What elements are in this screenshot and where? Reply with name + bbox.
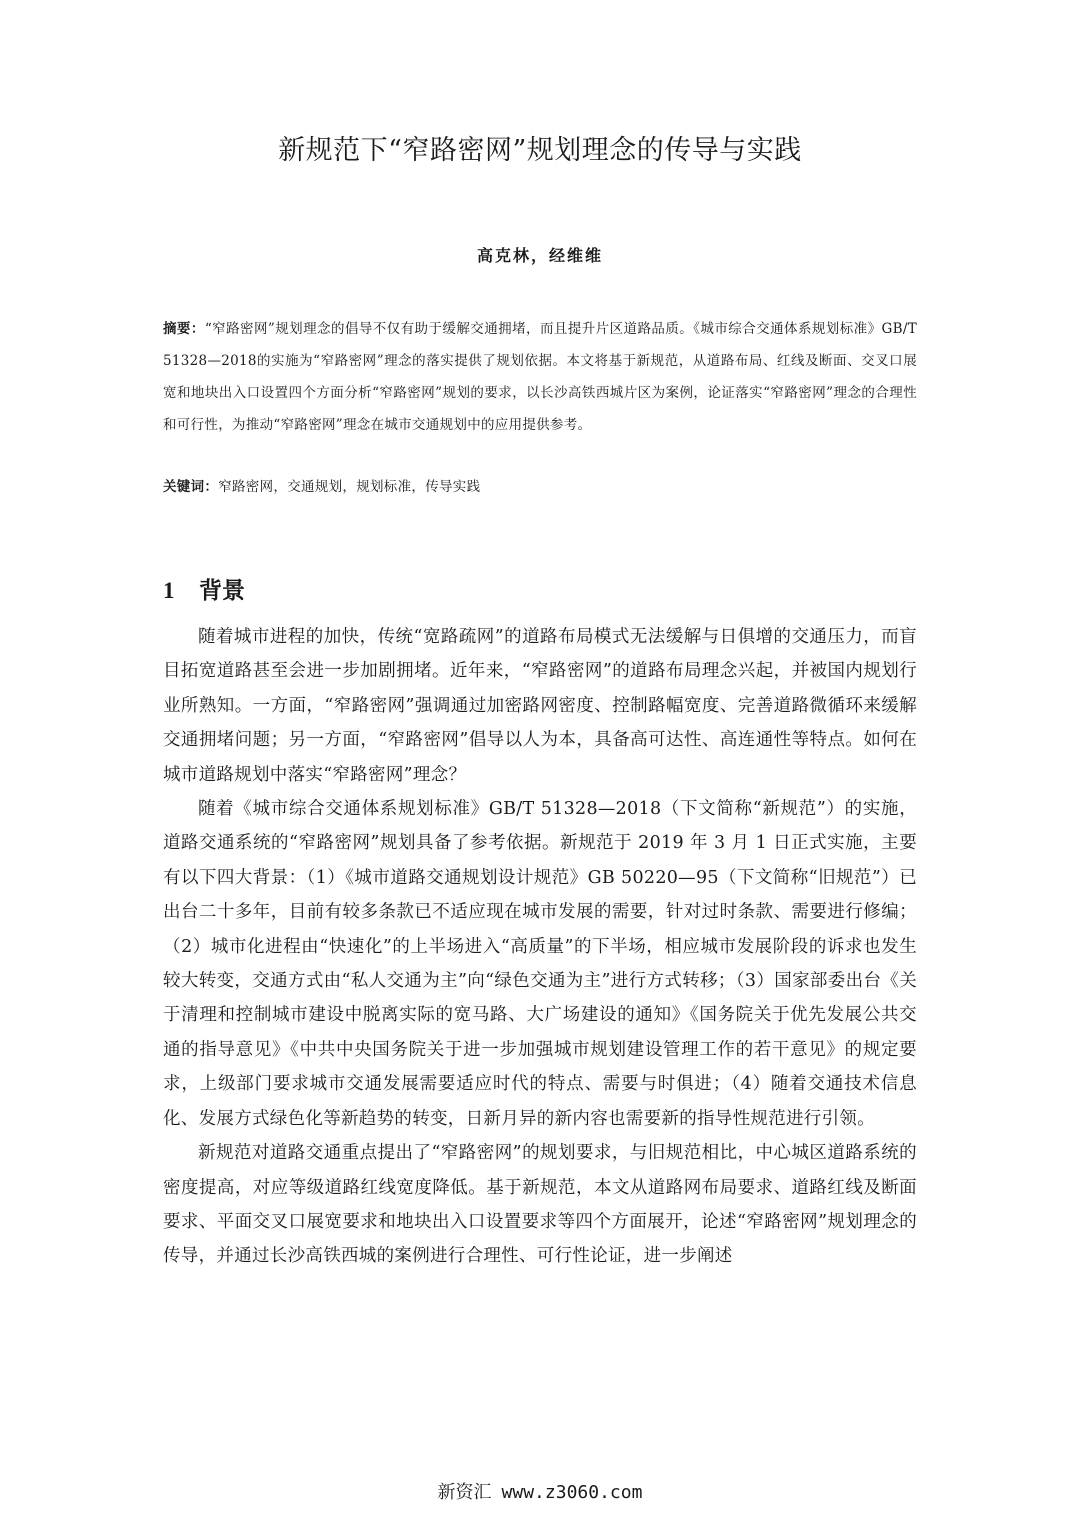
- abstract-label: 摘要：: [163, 321, 205, 337]
- keywords-block: [163, 471, 917, 503]
- section-title: 背景: [199, 578, 245, 604]
- footer-url[interactable]: www.z3060.com: [501, 1482, 643, 1503]
- abstract-block: [163, 313, 917, 441]
- keywords-label: 关键词：: [163, 479, 219, 495]
- paragraph-3: 新规范对道路交通重点提出了“窄路密网”的规划要求，与旧规范相比，中心城区道路系统的密度提高，对应等级道路红线宽度降低。基于新规范，本文从道路网布局要求、道路红线及断面要求、平面交叉口展宽要求和地块出入口设置要求等四个方面展开，论述“窄路密网”规划理念的传导，并通过长沙高铁西城的案例进行合理性、可行性论证，进一步阐述: [163, 1143, 917, 1267]
- section-heading: [163, 572, 245, 605]
- page-footer: [0, 1478, 1080, 1504]
- paragraph-2: 随着《城市综合交通体系规划标准》GB/T 51328—2018（下文简称“新规范”）的实施，道路交通系统的“窄路密网”规划具备了参考依据。新规范于 2019 年 3 月 1 日正式实施，主要有以下四大背景：（1）《城市道路交通规划设计规范》GB 50220—95（下文简称“旧规范”）已出台二十多年，目前有较多条款已不适应现在城市发展的需要，针对过时条款、需要进行修编；（2）城市化进程由“快速化”的上半场进入“高质量”的下半场，相应城市发展阶段的诉求也发生较大转变，交通方式由“私人交通为主”向“绿色交通为主”进行方式转移；（3）国家部委出台《关于清理和控制城市建设中脱离实际的宽马路、大广场建设的通知》《国务院关于优先发展公共交通的指导意见》《中共中央国务院关于进一步加强城市规划建设管理工作的若干意见》的规定要求，上级部门要求城市交通发展需要适应时代的特点、需要与时俱进；（4）随着交通技术信息化、发展方式绿色化等新趋势的转变，日新月异的新内容也需要新的指导性规范进行引领。: [163, 799, 917, 1129]
- paragraph-1: 随着城市进程的加快，传统“宽路疏网”的道路布局模式无法缓解与日俱增的交通压力，而盲目拓宽道路甚至会进一步加剧拥堵。近年来，“窄路密网”的道路布局理念兴起，并被国内规划行业所熟知。一方面，“窄路密网”强调通过加密路网密度、控制路幅宽度、完善道路微循环来缓解交通拥堵问题；另一方面，“窄路密网”倡导以人为本，具备高可达性、高连通性等特点。如何在城市道路规划中落实“窄路密网”理念？: [163, 627, 917, 785]
- footer-site-name: 新资汇: [437, 1482, 492, 1503]
- abstract-text: “窄路密网”规划理念的倡导不仅有助于缓解交通拥堵，而且提升片区道路品质。《城市综合交通体系规划标准》GB/T 51328—2018的实施为“窄路密网”理念的落实提供了规划依据。本文将基于新规范，从道路布局、红线及断面、交叉口展宽和地块出入口设置四个方面分析“窄路密网”规划的要求，以长沙高铁西城片区为案例，论证落实“窄路密网”理念的合理性和可行性，为推动“窄路密网”理念在城市交通规划中的应用提供参考。: [163, 321, 917, 433]
- paper-title: 新规范下“窄路密网”规划理念的传导与实践: [278, 135, 802, 166]
- paper-authors: 高克林，经维维: [476, 246, 603, 265]
- keywords-text: 窄路密网，交通规划，规划标准，传导实践: [218, 479, 481, 495]
- section-number: 1: [163, 578, 175, 603]
- body-text: [163, 620, 917, 1274]
